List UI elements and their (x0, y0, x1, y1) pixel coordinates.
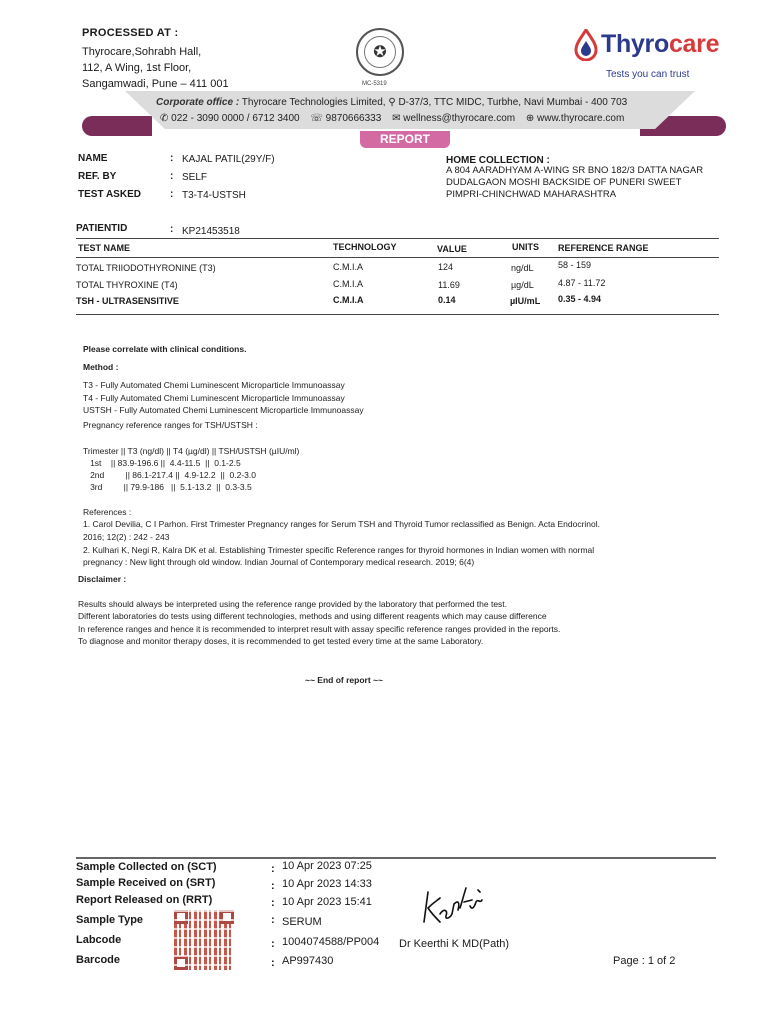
value-cell: 11.69 (438, 280, 460, 290)
reference-line: 2. Kulhari K, Negi R, Kalra DK et al. Establishing Trimester specific Reference ranges for thyroid hormones in Indian women with normal (83, 545, 595, 555)
trimester-row: 3rd || 79.9-186 || 5.1-13.2 || 0.3-3.5 (83, 482, 252, 492)
disclaimer-label: Disclaimer : (78, 574, 127, 584)
corporate-text: Thyrocare Technologies Limited, ⚲ D-37/3, TTC MIDC, Turbhe, Navi Mumbai - 400 703 (241, 97, 628, 108)
released-label: Report Released on (RRT) (76, 894, 213, 906)
barcode-label: Barcode (76, 954, 121, 966)
lab-address-line-2: 112, A Wing, 1st Floor, (82, 62, 192, 74)
labcode-colon: : (271, 938, 275, 950)
table-top-rule (76, 238, 719, 239)
barcode-colon: : (271, 957, 275, 969)
received-colon: : (271, 880, 275, 892)
pregnancy-ranges-title: Pregnancy reference ranges for TSH/USTSH : (83, 420, 258, 430)
test-name-cell: TSH - ULTRASENSITIVE (76, 296, 179, 306)
ref-label: REF. BY (78, 171, 117, 182)
col-header-test-name: TEST NAME (78, 243, 131, 253)
reference-range-cell: 58 - 159 (558, 260, 592, 270)
disclaimer-line: In reference ranges and hence it is recommended to interpret result with assay specific reference ranges provided in the reports. (78, 624, 561, 634)
header-band-left (82, 116, 152, 136)
references-label: References : (83, 507, 132, 517)
email-link[interactable]: ✉ wellness@thyrocare.com (392, 113, 516, 124)
seal-code: MC-5319 (362, 81, 387, 87)
contact-line (160, 113, 632, 124)
method-line: USTSH - Fully Automated Chemi Luminescent Microparticle Immunoassay (83, 405, 364, 415)
technology-cell: C.M.I.A (333, 262, 364, 272)
doctor-signature (414, 880, 494, 930)
lab-address-line-3: Sangamwadi, Pune – 411 001 (82, 78, 229, 90)
reference-line: 2016; 12(2) : 242 - 243 (83, 532, 170, 542)
reference-line: 1. Carol Devilia, C I Parhon. First Trimester Pregnancy ranges for Serum TSH and Thyroid Tumor reclassified as Benign. Acta Endocrinol. (83, 519, 600, 529)
barcode-value: AP997430 (282, 955, 334, 967)
thyrocare-logo-icon (574, 29, 598, 61)
ref-by-value: SELF (182, 172, 208, 183)
method-line: T4 - Fully Automated Chemi Luminescent Microparticle Immunoassay (83, 393, 345, 403)
collected-value: 10 Apr 2023 07:25 (282, 860, 372, 872)
home-address-line-3: PIMPRI-CHINCHWAD MAHARASHTRA (446, 189, 617, 200)
brand-name-part-2: care (668, 30, 720, 58)
doctor-name: Dr Keerthi K MD(Path) (399, 938, 510, 950)
method-label: Method : (83, 362, 119, 372)
col-header-technology: TECHNOLOGY (333, 242, 397, 252)
sample-type-colon: : (271, 914, 275, 926)
labcode-value: 1004074588/PP004 (282, 936, 380, 948)
qr-code-icon[interactable] (174, 910, 234, 970)
test-asked-colon: : (170, 189, 174, 200)
disclaimer-line: Results should always be interpreted using the reference range provided by the laboratory that performed the test. (78, 599, 508, 609)
col-header-reference-range: REFERENCE RANGE (558, 243, 649, 253)
table-bottom-rule (76, 314, 719, 315)
col-header-units: UNITS (512, 242, 539, 252)
name-label: NAME (78, 153, 108, 164)
col-header-value: VALUE (437, 244, 467, 254)
trimester-header: Trimester || T3 (ng/dl) || T4 (µg/dl) || TSH/USTSH (µIU/ml) (83, 446, 300, 456)
home-collection-title: HOME COLLECTION : (446, 155, 550, 166)
units-cell: µg/dL (511, 280, 534, 290)
website-link[interactable]: ⊕ www.thyrocare.com (525, 113, 625, 124)
home-address-line-2: DUDALGAON MOSHI BACKSIDE OF PUNERI SWEET (446, 177, 682, 188)
brand-tagline: Tests you can trust (606, 69, 690, 80)
trimester-row: 1st || 83.9-196.6 || 4.4-11.5 || 0.1-2.5 (83, 458, 241, 468)
units-cell: ng/dL (511, 263, 534, 273)
units-cell: µIU/mL (510, 296, 541, 306)
collected-label: Sample Collected on (SCT) (76, 861, 217, 873)
reference-line: pregnancy : New light through old window. Indian Journal of Contemporary medical research. 2019; 6(4) (83, 557, 475, 567)
footer-rule (76, 857, 716, 859)
lab-address-line-1: Thyrocare,Sohrabh Hall, (82, 46, 202, 58)
patient-id-label: PATIENTID (76, 223, 128, 234)
patient-name: KAJAL PATIL(29Y/F) (182, 154, 275, 165)
sample-type-value: SERUM (282, 916, 322, 928)
disclaimer-line: Different laboratories do tests using different technologies, methods and using different reagents which may cause difference (78, 611, 547, 621)
test-name-cell: TOTAL THYROXINE (T4) (76, 280, 178, 290)
phone-number: ✆ 022 - 3090 0000 / 6712 3400 (160, 113, 300, 124)
labcode-label: Labcode (76, 934, 122, 946)
name-colon: : (170, 153, 174, 164)
end-of-report: ~~ End of report ~~ (305, 675, 383, 685)
accreditation-seal-icon: ✪ (356, 28, 404, 76)
test-asked-value: T3-T4-USTSH (182, 190, 246, 201)
report-tab: REPORT (360, 131, 450, 148)
method-line: T3 - Fully Automated Chemi Luminescent Microparticle Immunoassay (83, 380, 345, 390)
received-value: 10 Apr 2023 14:33 (282, 878, 372, 890)
patient-id-value: KP21453518 (182, 226, 240, 237)
correlate-note: Please correlate with clinical conditions. (83, 344, 247, 354)
released-value: 10 Apr 2023 15:41 (282, 896, 372, 908)
value-cell: 0.14 (438, 295, 456, 305)
released-colon: : (271, 897, 275, 909)
processed-at-label: PROCESSED AT : (82, 27, 179, 39)
reference-range-cell: 4.87 - 11.72 (558, 278, 606, 288)
received-label: Sample Received on (SRT) (76, 877, 216, 889)
disclaimer-line: To diagnose and monitor therapy doses, it is recommended to get tested every time at the same Laboratory. (78, 636, 484, 646)
brand-name (601, 30, 719, 59)
technology-cell: C.M.I.A (333, 279, 364, 289)
reference-range-cell: 0.35 - 4.94 (558, 294, 602, 304)
sample-type-label: Sample Type (76, 914, 144, 926)
collected-colon: : (271, 863, 275, 875)
whatsapp-number: ☏ 9870666333 (310, 113, 382, 124)
patient-id-colon: : (170, 224, 174, 235)
test-asked-label: TEST ASKED (78, 189, 141, 200)
ref-colon: : (170, 171, 174, 182)
technology-cell: C.M.I.A (333, 295, 364, 305)
value-cell: 124 (438, 262, 454, 272)
test-name-cell: TOTAL TRIIODOTHYRONINE (T3) (76, 263, 216, 273)
corporate-office-line (156, 97, 627, 108)
page-number: Page : 1 of 2 (613, 955, 676, 967)
table-header-rule (76, 257, 719, 258)
brand-name-part-1: Thyro (601, 30, 669, 58)
trimester-row: 2nd || 86.1-217.4 || 4.9-12.2 || 0.2-3.0 (83, 470, 256, 480)
corporate-label: Corporate office : (156, 97, 240, 108)
home-address-line-1: A 804 AARADHYAM A-WING SR BNO 182/3 DATTA NAGAR (446, 165, 704, 176)
